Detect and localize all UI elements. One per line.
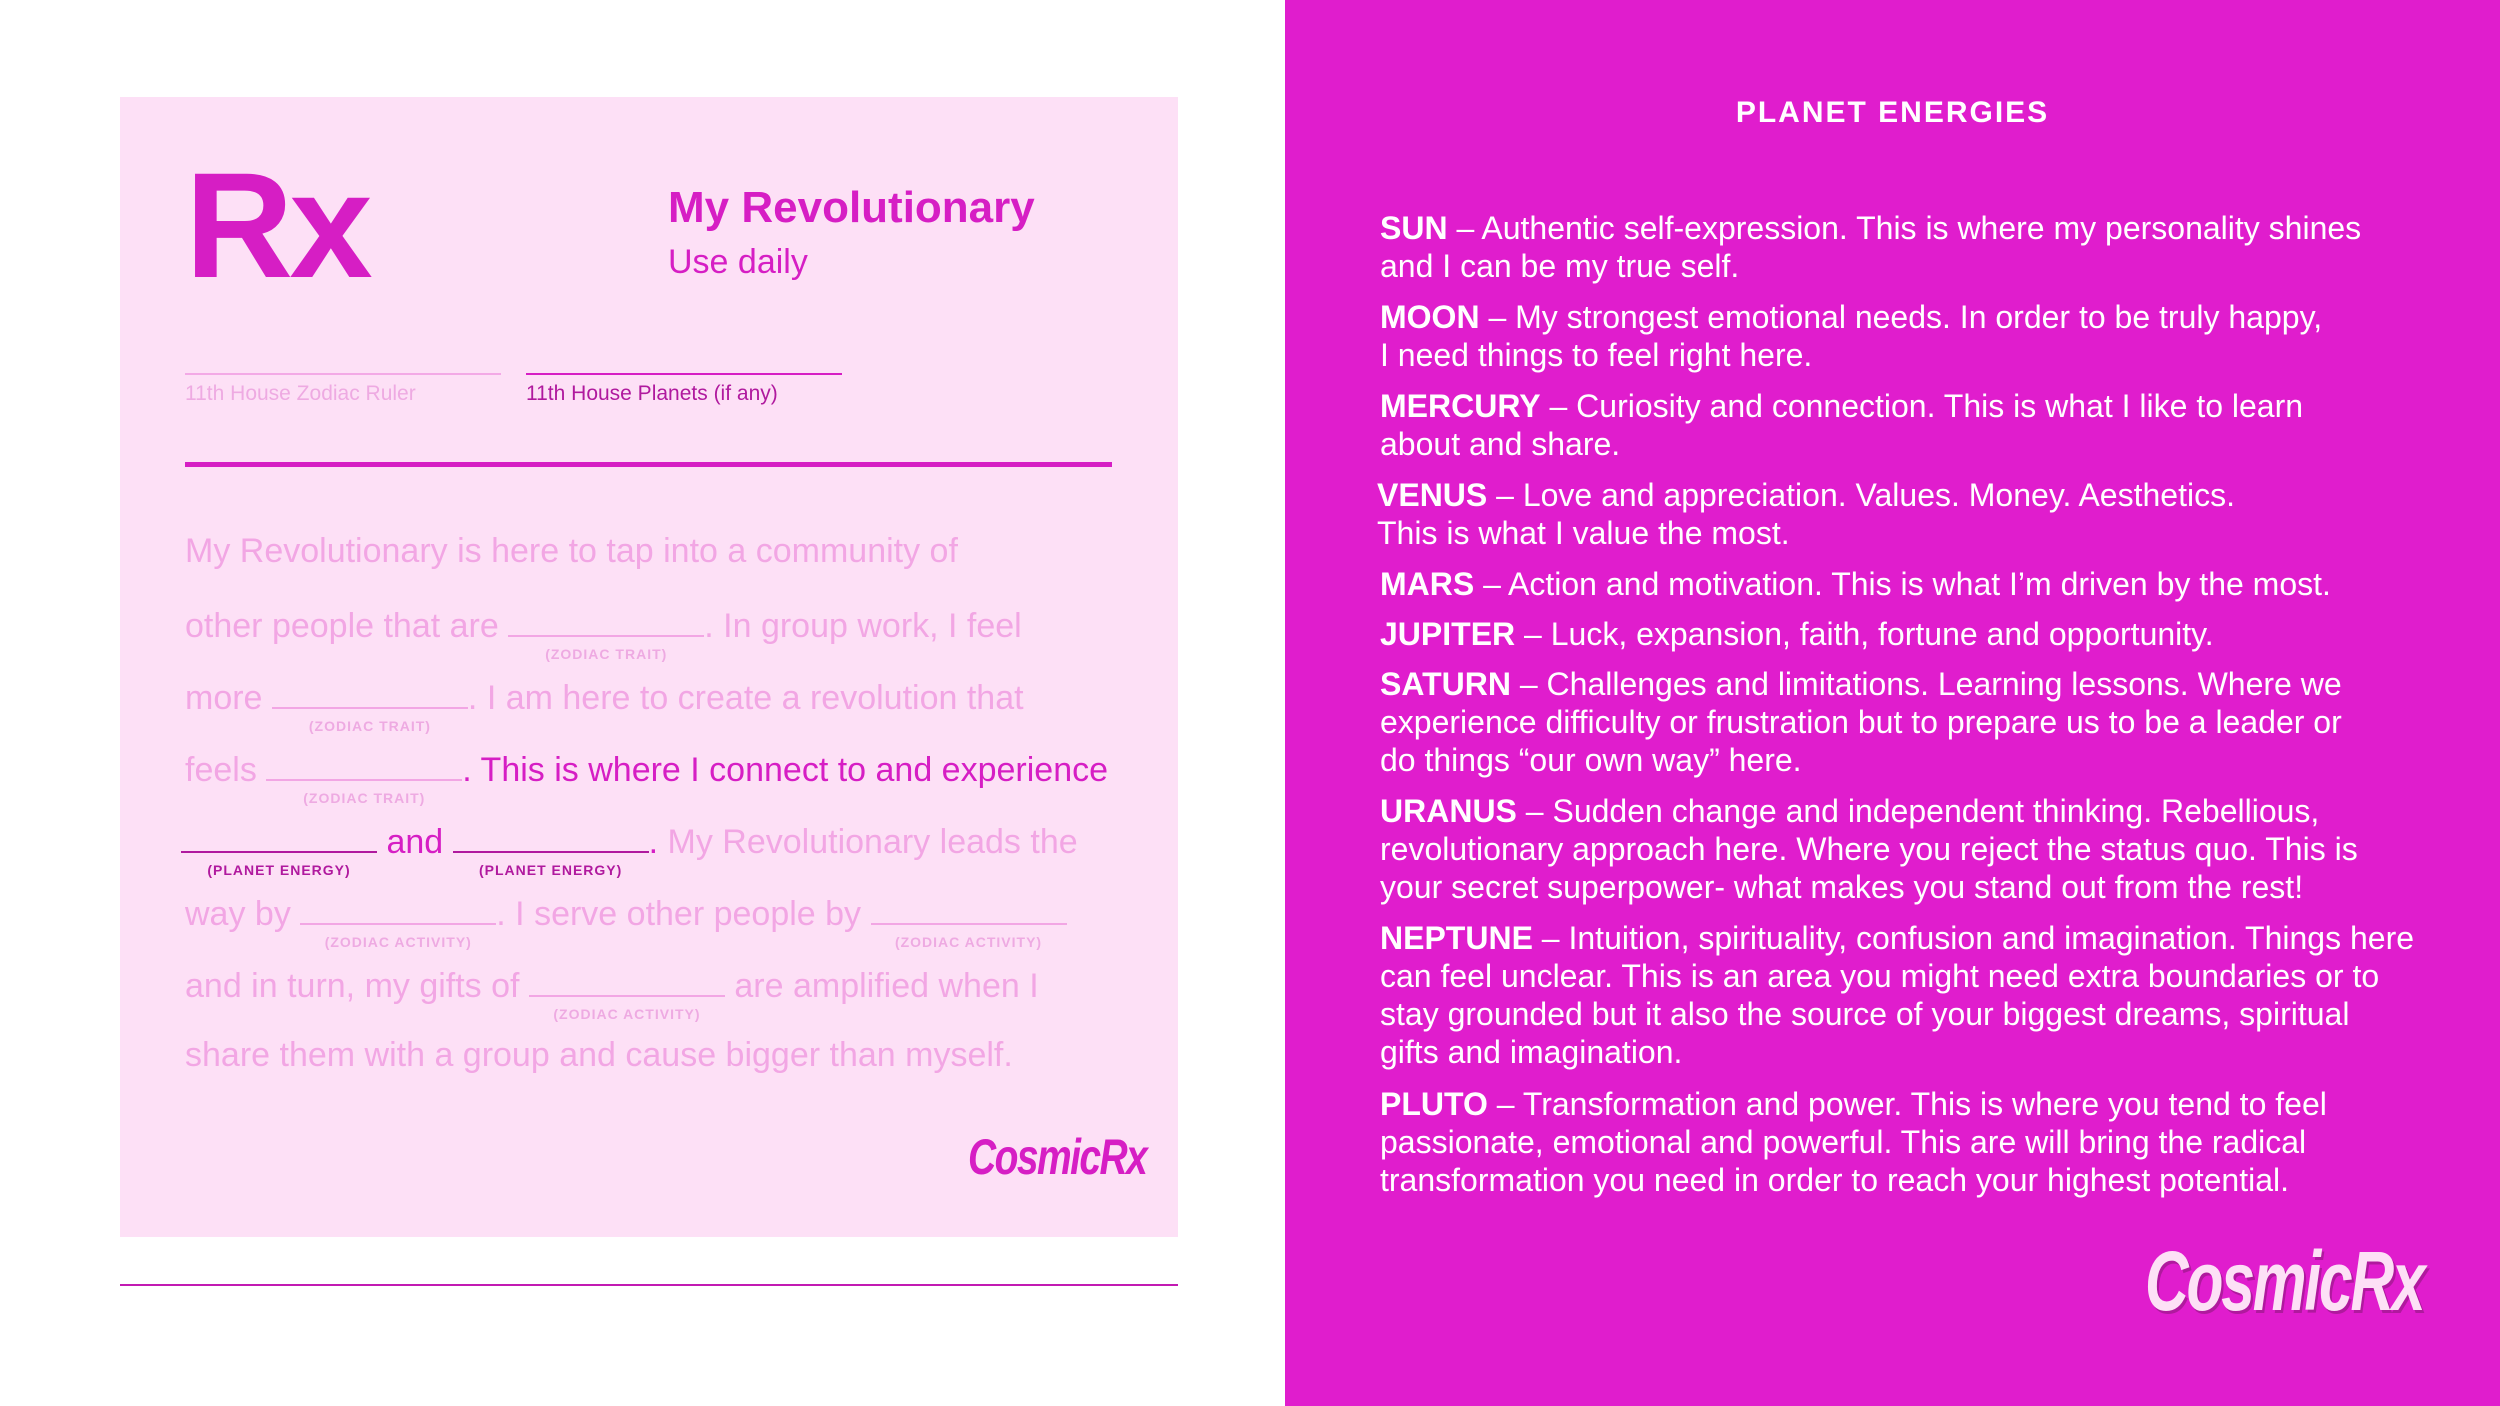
planet-name: SATURN: [1380, 666, 1511, 702]
card-text-line-1: [185, 531, 958, 571]
energy-text: – Intuition, spirituality, confusion and imagination. Things here: [1532, 920, 2415, 956]
energy-text: – Curiosity and connection. This is what I like to learn: [1540, 388, 2304, 424]
card-text-highlight: .: [648, 823, 659, 861]
energy-text: transformation you need in order to reach your highest potential.: [1380, 1162, 2289, 1198]
blank-hint: (PLANET ENERGY): [478, 862, 623, 878]
planet-name: MERCURY: [1380, 388, 1541, 424]
card-text-line-7: [185, 963, 1039, 1022]
planet-name: SUN: [1380, 210, 1448, 246]
energy-venus: [1377, 476, 2457, 552]
energy-text: and I can be my true self.: [1380, 248, 1740, 284]
energy-text: about and share.: [1380, 426, 1621, 462]
planet-energy-blank[interactable]: [453, 819, 649, 878]
blank-hint: (ZODIAC ACTIVITY): [553, 1006, 701, 1022]
energy-text: stay grounded but it also the source of your biggest dreams, spiritual: [1380, 996, 2350, 1032]
zodiac-trait-blank[interactable]: [266, 747, 462, 806]
card-text: feels: [185, 751, 257, 789]
planet-energy-blank[interactable]: [181, 819, 377, 878]
blank-hint: (ZODIAC TRAIT): [545, 646, 668, 662]
planet-name: PLUTO: [1380, 1086, 1488, 1122]
energy-text: can feel unclear. This is an area you might need extra boundaries or to: [1380, 958, 2380, 994]
card-text: and in turn, my gifts of: [185, 967, 520, 1005]
planet-name: JUPITER: [1380, 616, 1516, 652]
card-title: My Revolutionary: [668, 183, 1035, 232]
rx-heading: Rx: [185, 141, 369, 309]
card-text: share them with a group and cause bigger than myself.: [185, 1036, 1013, 1074]
energy-mars: [1380, 565, 2460, 603]
card-text-line-6: [185, 891, 1067, 950]
bottom-rule: [120, 1284, 1178, 1286]
card-text-highlight: and: [386, 823, 444, 861]
card-text-line-8: [185, 1035, 1013, 1075]
energy-saturn: [1380, 665, 2460, 779]
card-text: My Revolutionary leads the: [658, 823, 1078, 861]
blank-hint: (ZODIAC TRAIT): [303, 790, 426, 806]
energy-text: – Action and motivation. This is what I’m driven by the most.: [1474, 566, 2331, 602]
energy-text: your secret superpower- what makes you stand out from the rest!: [1380, 869, 2304, 905]
card-subtitle: Use daily: [668, 243, 808, 281]
card-text: . In group work, I feel: [704, 607, 1022, 645]
card-text: . I am here to create a revolution that: [467, 679, 1024, 717]
card-text: are amplified when I: [724, 967, 1039, 1005]
zodiac-activity-blank[interactable]: [300, 891, 496, 950]
planet-name: NEPTUNE: [1380, 920, 1533, 956]
energy-text: – Authentic self-expression. This is where my personality shines: [1447, 210, 2362, 246]
planet-name: VENUS: [1377, 477, 1488, 513]
blank-hint: (ZODIAC ACTIVITY): [324, 934, 472, 950]
divider: [185, 462, 1112, 467]
zodiac-activity-blank[interactable]: [529, 963, 725, 1022]
energy-text: – Challenges and limitations. Learning lessons. Where we: [1510, 666, 2342, 702]
house-planets-blank[interactable]: [526, 373, 842, 375]
energy-text: – Sudden change and independent thinking. Rebellious,: [1516, 793, 2320, 829]
zodiac-ruler-label: 11th House Zodiac Ruler: [185, 382, 416, 405]
energy-uranus: [1380, 792, 2460, 906]
card-text: other people that are: [185, 607, 499, 645]
energy-text: – Luck, expansion, faith, fortune and opportunity.: [1515, 616, 2214, 652]
card-text: . I serve other people by: [496, 895, 862, 933]
zodiac-activity-blank[interactable]: [871, 891, 1067, 950]
energy-text: – Transformation and power. This is where you tend to feel: [1487, 1086, 2327, 1122]
card-text-highlight: . This is where I connect to and experience: [462, 751, 1109, 789]
energy-text: – Love and appreciation. Values. Money. Aesthetics.: [1487, 477, 2235, 513]
energy-text: I need things to feel right here.: [1380, 337, 1813, 373]
planet-name: URANUS: [1380, 793, 1517, 829]
energy-sun: [1380, 209, 2460, 285]
planet-energies-panel: [1285, 0, 2500, 1406]
card-text-line-2: [185, 603, 1022, 662]
planet-name: MARS: [1380, 566, 1475, 602]
house-planets-label: 11th House Planets (if any): [526, 382, 778, 405]
blank-hint: (ZODIAC TRAIT): [308, 718, 431, 734]
energy-text: revolutionary approach here. Where you reject the status quo. This is: [1380, 831, 2358, 867]
card-text: more: [185, 679, 263, 717]
cosmicrx-logo: CosmicRx: [968, 1129, 1147, 1185]
planet-name: MOON: [1380, 299, 1480, 335]
energy-mercury: [1380, 387, 2460, 463]
energy-text: – My strongest emotional needs. In order to be truly happy,: [1479, 299, 2323, 335]
energy-neptune: [1380, 919, 2460, 1071]
energy-text: This is what I value the most.: [1377, 515, 1790, 551]
energy-jupiter: [1380, 615, 2460, 653]
energy-text: gifts and imagination.: [1380, 1034, 1683, 1070]
card-text-line-3: [185, 675, 1024, 734]
card-text-line-4: [185, 747, 1109, 806]
card-text-line-5: [181, 819, 1078, 878]
zodiac-trait-blank[interactable]: [508, 603, 704, 662]
cosmicrx-logo-large: CosmicRx: [2145, 1234, 2424, 1328]
card-text: way by: [185, 895, 291, 933]
energy-text: do things “our own way” here.: [1380, 742, 1802, 778]
energy-text: experience difficulty or frustration but to prepare us to be a leader or: [1380, 704, 2342, 740]
energy-text: passionate, emotional and powerful. This are will bring the radical: [1380, 1124, 2307, 1160]
energy-moon: [1380, 298, 2460, 374]
panel-title: PLANET ENERGIES: [1735, 96, 2050, 129]
card-text: My Revolutionary is here to tap into a community of: [185, 532, 958, 570]
blank-hint: (ZODIAC ACTIVITY): [894, 934, 1043, 950]
zodiac-trait-blank[interactable]: [272, 675, 468, 734]
blank-hint: (PLANET ENERGY): [207, 862, 351, 878]
zodiac-ruler-blank[interactable]: [185, 373, 501, 375]
energy-pluto: [1380, 1085, 2460, 1199]
